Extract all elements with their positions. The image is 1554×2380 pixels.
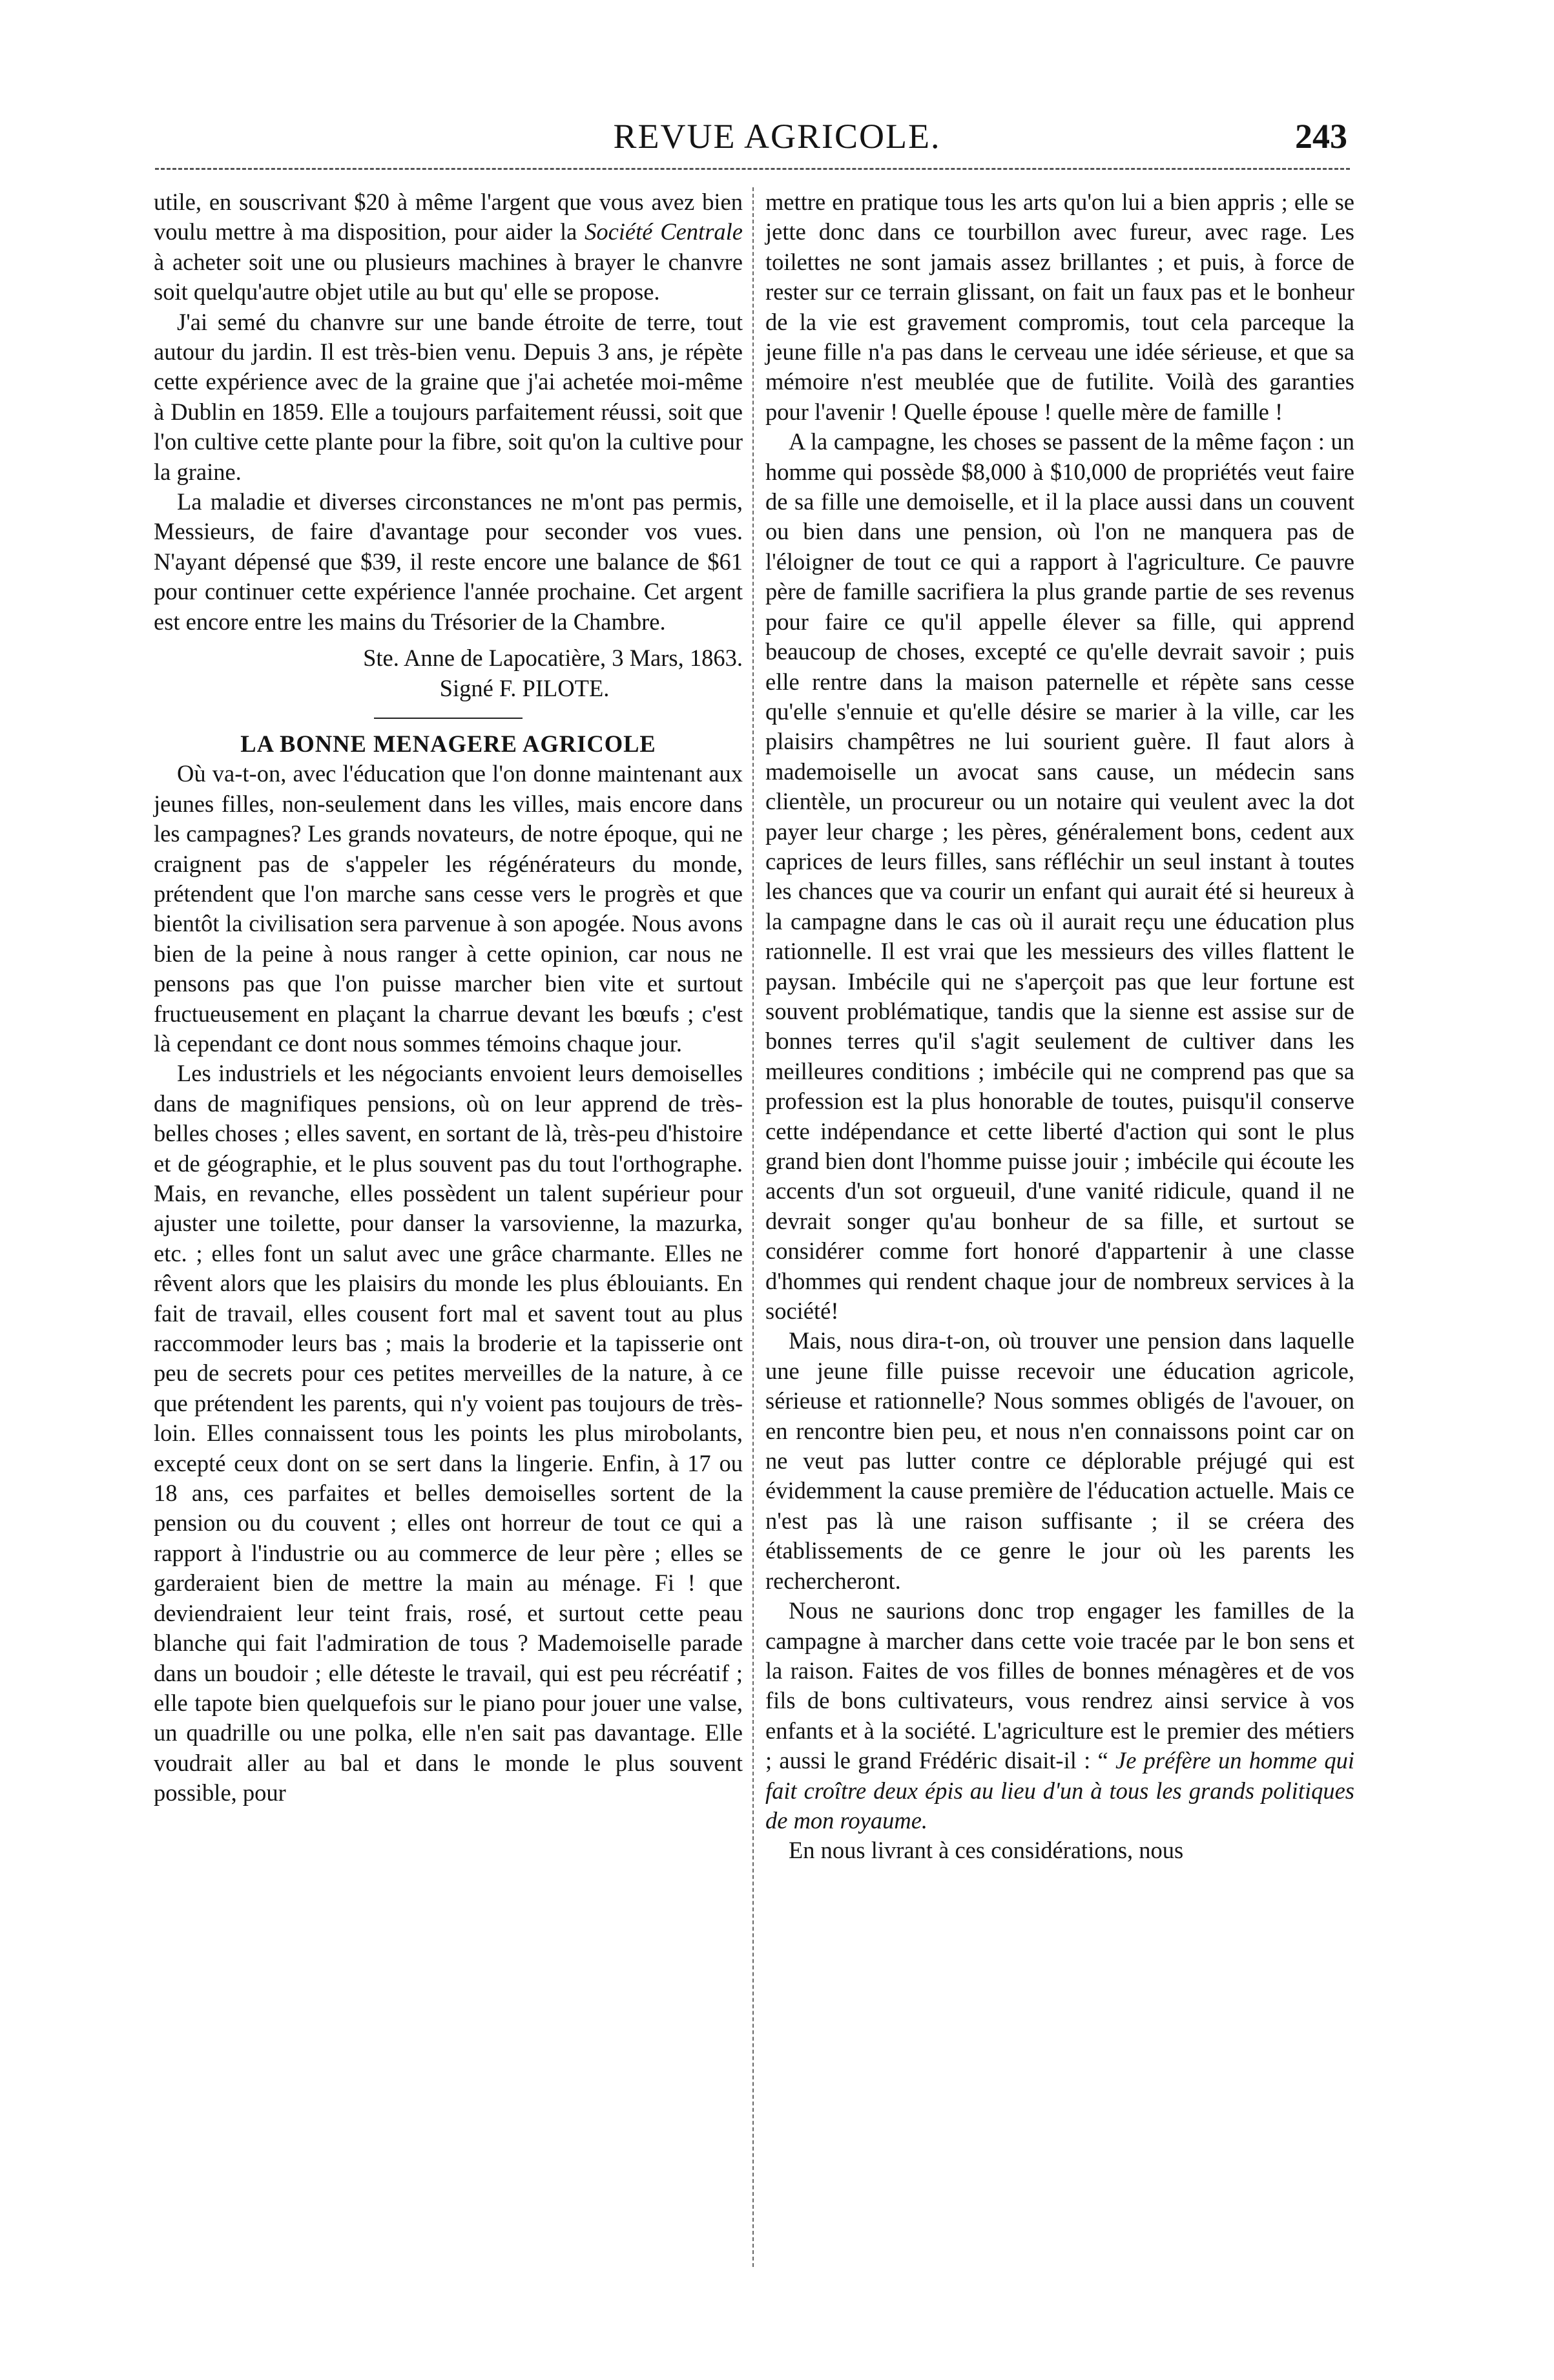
paragraph-text: à acheter soit une ou plusieurs machines à brayer le chanvre soit quelqu'autre objet utile au but qu' elle se propose.	[154, 248, 743, 305]
paragraph: La maladie et diverses circonstances ne m'ont pas permis, Messieurs, de faire d'avantage pour seconder vos vues. N'ayant dépensé que $39, il reste encore une balance de $61 pour continuer cette expérience l'année prochaine. Cet argent est encore entre les mains du Trésorier de la Chambre.	[154, 488, 743, 635]
quotation: Je préfère un homme qui fait croître deux épis au lieu d'un à tous les grands politiques de mon royaume.	[765, 1747, 1355, 1834]
right-column	[765, 187, 1354, 1866]
header-rule	[155, 168, 1350, 170]
paragraph: En nous livrant à ces considérations, nous	[789, 1837, 1184, 1864]
article-title: LA BONNE MENAGERE AGRICOLE	[240, 730, 656, 757]
paragraph: Où va-t-on, avec l'éducation que l'on donne maintenant aux jeunes filles, non-seulement dans les villes, mais encore dans les campagnes? Les grands novateurs, de notre époque, qui ne craignent pas de s'appeler les régénérateurs du monde, prétendent que l'on marche sans cesse vers le progrès et que bientôt la civilisation sera parvenue à son apogée. Nous avons bien de la peine à nous ranger à cette opinion, car nous ne pensons pas que l'on puisse marcher bien vite et surtout fructueusement en plaçant la charrue devant les bœufs ; c'est là cependant ce dont nous sommes témoins chaque jour.	[154, 760, 743, 1057]
paragraph: Mais, nous dira-t-on, où trouver une pension dans laquelle une jeune fille puisse recevoir une éducation agricole, sérieuse et rationnelle? Nous sommes obligés de l'avouer, on en rencontre bien peu, et nous n'en connaissons point car on ne veut pas lutter contre ce déplorable préjugé qui est évidemment la cause première de l'éducation actuelle. Mais ce n'est pas là une raison suffisante ; il se créera des établissements de ce genre le jour où les parents les rechercheront.	[765, 1327, 1354, 1594]
paragraph: A la campagne, les choses se passent de la même façon : un homme qui possède $8,000 à $10,000 de propriétés veut faire de sa fille une demoiselle, et il la place aussi dans un couvent ou bien dans une pension, où l'on ne manquera pas de l'éloigner de tout ce qui a rapport à l'agriculture. Ce pauvre père de famille sacrifiera la plus grande partie de ses revenus pour faire ce qu'il appelle élever sa fille, qui apprend beaucoup de choses, excepté ce qu'elle devrait savoir ; puis elle rentre dans la maison paternelle et répète sans cesse qu'elle s'ennuie et qu'elle désire se marier à la ville, car les plaisirs champêtres ne lui sourient guère. Il faut alors à mademoiselle un avocat sans cause, un médecin sans clientèle, un procureur ou un notaire qui veulent avec la dot payer leur charge ; les pères, généralement bons, cedent aux caprices de leurs filles, sans réfléchir un seul instant à toutes les chances que va courir un enfant qui aurait été si heureux à la campagne dans le cas où il aurait reçu une éducation plus rationnelle. Il est vrai que les messieurs des villes flattent le paysan. Imbécile qui ne s'aperçoit pas que leur fortune est souvent problématique, tandis que la sienne est assise sur de bonnes terres qu'il s'agit seulement de cultiver dans les meilleures conditions ; imbécile qui ne comprend pas que sa profession est la plus honorable de toutes, puisqu'il conserve cette indépendance et cette liberté d'action qui sont le plus grand bien dont l'homme puisse jouir ; imbécile qui écoute les accents d'un sot orgueuil, d'une vanité ridicule, quand il ne devrait songer qu'au bonheur de sa fille, et surtout se considérer comme fort honoré d'appartenir à une classe d'hommes qui rendent chaque jour de nombreux services à la société!	[765, 428, 1354, 1325]
continued-paragraph: mettre en pratique tous les arts qu'on lui a bien appris ; elle se jette donc dans ce tourbillon avec fureur, avec rage. Les toilettes ne sont jamais assez brillantes ; et puis, à force de rester sur ce terrain glissant, on fait un faux pas et le bonheur de la vie est gravement compromis, tout cela parceque la jeune fille n'a pas dans le cerveau une idée sérieuse, et que sa mémoire n'est meublée que de futilite. Voilà des garanties pour l'avenir ! Quelle épouse ! quelle mère de famille !	[765, 189, 1354, 425]
paragraph: J'ai semé du chanvre sur une bande étroite de terre, tout autour du jardin. Il est très-bien venu. Depuis 3 ans, je répète cette expérience avec de la graine que j'ai achetée moi-même à Dublin en 1859. Elle a toujours parfaitement réussi, soit que l'on cultive cette plante pour la fibre, soit qu'on la cultive pour la graine.	[154, 308, 743, 485]
dateline: Ste. Anne de Lapocatière, 3 Mars, 1863.	[363, 645, 743, 672]
running-title: REVUE AGRICOLE.	[613, 117, 941, 156]
left-column	[154, 187, 743, 1808]
paragraph: Les industriels et les négociants envoient leurs demoiselles dans de magnifiques pensions, où on leur apprend de très-belles choses ; elles savent, en sortant de là, très-peu d'histoire et de géographie, et le plus souvent pas du tout l'orthographe. Mais, en revanche, elles possèdent un talent supérieur pour ajuster une toilette, pour danser la varsovienne, la mazurka, etc. ; elles font un salut avec une grâce charmante. Elles ne rêvent alors que les plaisirs du monde les plus éblouiants. En fait de travail, elles cousent fort mal et savent tout au plus raccommoder leurs bas ; mais la broderie et la tapisserie ont peu de secrets pour ces petites merveilles de la nature, à ce que prétendent les parents, qui n'y voient pas toujours de très-loin. Elles connaissent tous les points les plus mirobolants, excepté ceux dont on se sert dans la lingerie. Enfin, à 17 ou 18 ans, ces parfaites et belles demoiselles sortent de la pension ou du couvent ; elles ont horreur de tout ce qui a rapport à l'industrie ou au commerce de leur père ; elles se garderaient bien de mettre la main au ménage. Fi ! que deviendraient leur teint frais, rosé, et surtout cette peau blanche qui fait l'admiration de tous ? Mademoiselle parade dans un boudoir ; elle déteste le travail, qui est peu récréatif ; elle tapote bien quelquefois sur le piano pour jouer une valse, un quadrille ou une polka, elle n'en sait pas davantage. Elle voudrait aller au bal et dans le monde le plus souvent possible, pour	[154, 1060, 743, 1806]
article-separator	[374, 718, 523, 719]
paragraph-text: Nous ne saurions donc trop engager les familles de la campagne à marcher dans cette voie tracée par le bon sens et la raison. Faites de vos filles de bonnes ménagères et de vos fils de bons cultivateurs, vous rendrez ainsi service à vos enfants et à la société. L'agriculture est le premier des métiers ; aussi le grand Frédéric disait-il : “	[765, 1597, 1354, 1774]
society-name: Société Centrale	[585, 218, 743, 245]
signature: Signé F. PILOTE.	[439, 674, 610, 701]
page-header	[0, 116, 1554, 155]
continued-paragraph	[154, 187, 743, 307]
column-divider	[752, 187, 754, 2267]
paragraph	[765, 1596, 1354, 1836]
page-number: 243	[1295, 117, 1347, 156]
paragraph-text: utile, en souscrivant $20 à même l'argent que vous avez bien voulu mettre à ma disposition, pour aider la	[154, 189, 743, 245]
